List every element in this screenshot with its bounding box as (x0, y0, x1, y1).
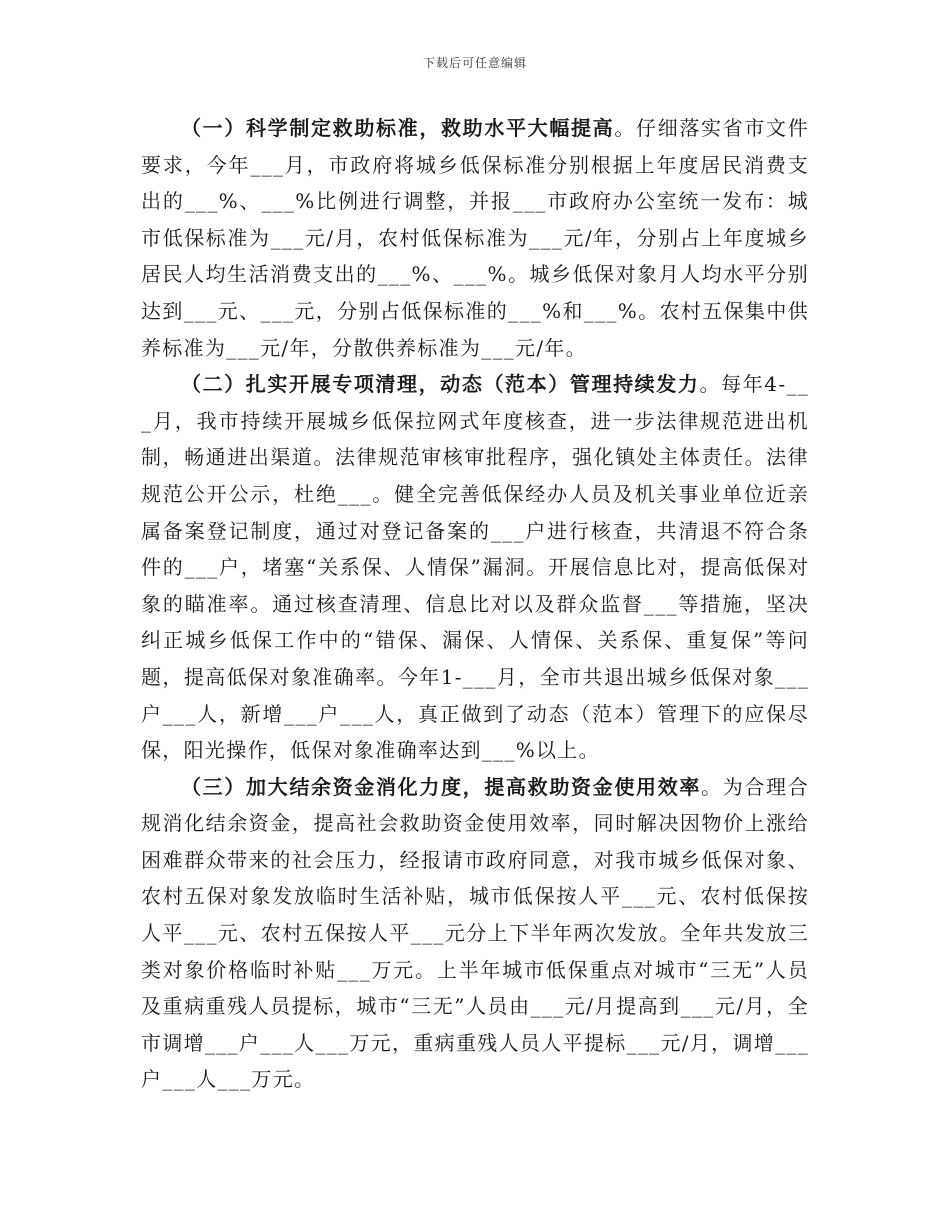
paragraph-1-text: 。仔细落实省市文件要求，今年___月，市政府将城乡低保标准分别根据上年度居民消费支出的___%、___%比例进行调整，并报___市政府办公室统一发布：城市低保标准为___元/月，农村低保标准为___元/年，分别占上年度城乡居民人均生活消费支出的___%、___%。城乡低保对象月人均水平分别达到___元、___元，分别占低保标准的___%和___%。农村五保集中供养标准为___元/年，分散供养标准为___元/年。 (141, 116, 810, 360)
paragraph-1 (141, 110, 809, 366)
paragraph-2-heading: （二）扎实开展专项清理，动态（范本）管理持续发力 (181, 372, 700, 397)
page-header: 下载后可任意编辑 (422, 56, 527, 70)
paragraph-2 (141, 366, 809, 769)
paragraph-2-text: 。每年4-___月，我市持续开展城乡低保拉网式年度核查，进一步法律规范进出机制，畅通进出渠道。法律规范审核审批程序，强化镇处主体责任。法律规范公开公示，杜绝___。健全完善低保经办人员及机关事业单位近亲属备案登记制度，通过对登记备案的___户进行核查，共清退不符合条件的___户，堵塞“关系保、人情保”漏洞。开展信息比对，提高低保对象的瞄准率。通过核查清理、信息比对以及群众监督___等措施，坚决纠正城乡低保工作中的“错保、漏保、人情保、关系保、重复保”等问题，提高低保对象准确率。今年1-___月，全市共退出城乡低保对象___户___人，新增___户___人，真正做到了动态（范本）管理下的应保尽保，阳光操作，低保对象准确率达到___%以上。 (141, 372, 809, 763)
document-body (141, 110, 809, 1098)
paragraph-3 (141, 769, 809, 1098)
paragraph-3-heading: （三）加大结余资金消化力度，提高救助资金使用效率 (181, 774, 702, 799)
paragraph-3-text: 。为合理合规消化结余资金，提高社会救助资金使用效率，同时解决因物价上涨给困难群众带来的社会压力，经报请市政府同意，对我市城乡低保对象、农村五保对象发放临时生活补贴，城市低保按人平___元、农村低保按人平___元、农村五保按人平___元分上下半年两次发放。全年共发放三类对象价格临时补贴___万元。上半年城市低保重点对城市“三无”人员及重病重残人员提标，城市“三无”人员由___元/月提高到___元/月，全市调增___户___人___万元，重病重残人员人平提标___元/月，调增___户___人___万元。 (141, 774, 810, 1092)
paragraph-1-heading: （一）科学制定救助标准，救助水平大幅提高 (181, 116, 615, 140)
